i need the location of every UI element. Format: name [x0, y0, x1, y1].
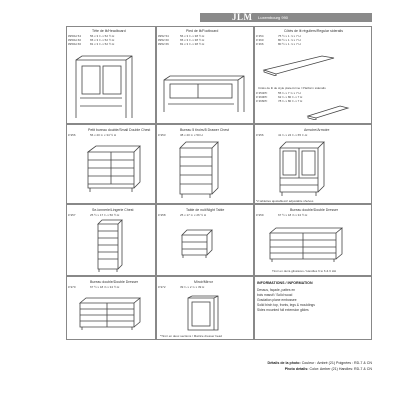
platform-siderails-title: Côtés de lit de style plate-forme / Platform siderails [258, 86, 326, 90]
photo-details-fr-text: Couleur : Ambré (21) Poignées : RD-7 & CN [301, 361, 372, 365]
double-dresser-bottom-drawing [78, 296, 142, 332]
photo-details-en [285, 367, 372, 371]
headboard-row: #950H 66 81 x 3 ¾ x 52 ½ H [68, 42, 115, 46]
footboard-row: #952 66 81 x 3 ¾ x 38 ½ H [158, 42, 205, 46]
headboard-row: #950H 60 65 x 3 ¾ x 52 ½ H [68, 38, 115, 42]
footboard-title: Pied de lit/Footboard [186, 29, 219, 33]
photo-details-en-label: Photo details: [284, 367, 309, 371]
double-dresser-title: Bureau double/Double Dresser [290, 208, 339, 212]
mirror-row: # 972 39 ¾ x 2 ¾ x 39 H [158, 285, 205, 289]
lingerie-title: Se-lonnerie/Lingerie Chest [92, 208, 134, 212]
collection-name: Luxembourg 990 [258, 15, 289, 20]
platform-siderails-row: # 366PF 78 ¾ x 80 ¾ x 7 H [256, 99, 303, 103]
information-line: Dessus, façade, pattes en [257, 288, 296, 292]
footboard-row: #952 54 56 x 3 ¾ x 38 ½ H [158, 34, 205, 38]
armoire-title: Armoire/Armoire [304, 128, 330, 132]
small-chest-drawing [86, 144, 142, 194]
photo-details-fr [268, 361, 372, 365]
siderails-row: # 354 75 ½ x 1 ⅞ x 7 H [256, 34, 301, 38]
lingerie-drawing [96, 218, 124, 274]
mirror-title: Miroir/Mirror [194, 280, 213, 284]
double-dresser-note: Tiroir en demi-glissières / Handles 6 to 6 & 6 HH [272, 269, 337, 273]
footboard-drawing [162, 72, 246, 112]
double-dresser-bottom-row: # 970 67 ½ x 18 ⅝ x 34 ½ H [68, 285, 120, 289]
night-table-title: Table de nuit/Night Table [186, 208, 225, 212]
small-chest-title: Petit bureau double/Small Double Chest [88, 128, 151, 132]
small-chest-row: # 956 56 x 20 ¾ x 34 ½ H [68, 133, 117, 137]
photo-details-en-text: Color: Amber (21) Handles: RD-7 & CN [309, 367, 372, 371]
siderails-title: Côtés de lit réguliers/Regular siderails [284, 29, 343, 33]
siderail-drawing [262, 54, 336, 76]
chest5-title: Bureau 5 tiroirs/5 Drawer Chest [180, 128, 230, 132]
information-line: Solid birch top, fronts, legs & mouldings [257, 303, 315, 307]
platform-siderail-drawing [306, 104, 350, 120]
double-dresser-drawing [268, 226, 344, 264]
night-table-drawing [180, 228, 214, 260]
chest5-drawing [178, 140, 220, 200]
headboard-drawing [72, 52, 136, 118]
lingerie-row: # 957 25 ½ x 17 ¾ x 50 ½ H [68, 213, 120, 217]
siderails-row: # 366 80 ½ x 1 ⅞ x 7 H [256, 42, 301, 46]
armoire-note: *2 tablettes ajustables/2 adjustable shelves [256, 199, 314, 203]
information-line: Gradation plane embossee [257, 298, 297, 302]
armoire-drawing [278, 140, 326, 198]
footboard-row: #952 60 65 x 3 ¾ x 38 ½ H [158, 38, 205, 42]
information-line: Sides mounted full extension glides [257, 308, 309, 312]
chest5-row: # 953 38 x 20 ¾ x 50 H [158, 133, 203, 137]
double-dresser-bottom-title: Bureau double/Double Dresser [90, 280, 139, 284]
information-heading: INFORMATIONS / INFORMATION [257, 281, 313, 285]
headboard-row: #950H 54 56 x 3 ¾ x 52 ½ H [68, 34, 115, 38]
armoire-row: # 956 41 ¾ x 24 ¾ x 65 ¾ H [256, 133, 308, 137]
night-table-row: # 958 25 x 17 ¾ x 26 ½ H [158, 213, 207, 217]
headboard-title: Tête de lit/Headboard [92, 29, 126, 33]
brand-logo: JLM [232, 12, 253, 22]
photo-details-fr-label: Détails de la photo: [267, 361, 301, 365]
mirror-note: *Tiroir en deux sections / Matrice dresser head [160, 334, 222, 338]
mirror-drawing [186, 294, 220, 332]
platform-siderails-row: # 360PF 62 ¾ x 80 ¾ x 7 H [256, 95, 303, 99]
double-dresser-row: # 959 67 ½ x 18 ⅝ x 34 ½ H [256, 213, 308, 217]
siderails-row: # 360 80 ½ x 1 ⅞ x 7 H [256, 38, 301, 42]
information-line: bois massif / Solid wood [257, 293, 293, 297]
platform-siderails-row: # 354PF 55 ¾ x 7 ¾ x 7 H [256, 91, 301, 95]
